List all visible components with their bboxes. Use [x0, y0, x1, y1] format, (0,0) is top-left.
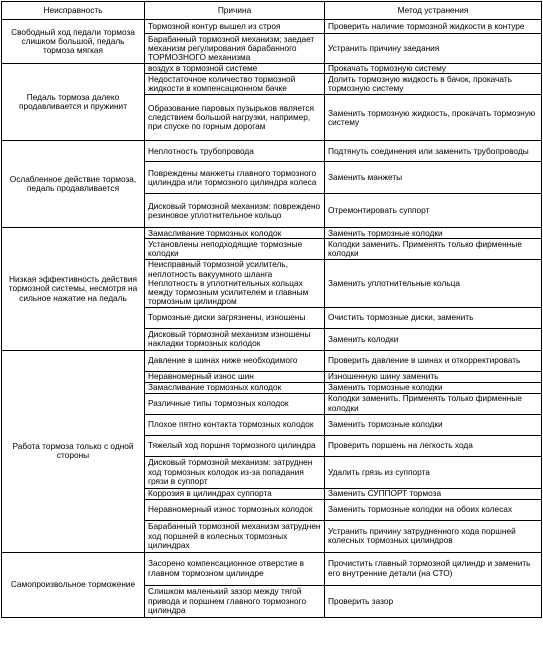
cause-cell: Слишком маленький зазор между тягой привода и поршнем главного тормозного цилиндра [145, 585, 325, 617]
cause-cell: Различные типы тормозных колодок [145, 393, 325, 414]
table-row [2, 141, 542, 162]
remedy-cell: Проверить поршень на легкость хода [325, 435, 542, 456]
remedy-cell: Устранить причину затрудненного хода поршней колесных тормозных цилиндров [325, 520, 542, 552]
remedy-cell: Долить тормозную жидкость в бачок, прокачать тормозную систему [325, 74, 542, 95]
fault-cell: Работа тормоза только с одной стороны [2, 350, 145, 552]
remedy-cell: Отремонтировать суппорт [325, 194, 542, 228]
cause-cell: Коррозия в цилиндрах суппорта [145, 488, 325, 499]
cause-cell: Недостаточное количество тормозной жидкости в компенсационном бачке [145, 74, 325, 95]
table-header-row [2, 2, 542, 20]
remedy-cell: Удалить грязь из суппорта [325, 456, 542, 488]
header-remedy: Метод устранения [325, 2, 542, 20]
cause-cell: Установлены неподходящие тормозные колодки [145, 239, 325, 260]
cause-cell: Тяжелый ход поршня тормозного цилиндра [145, 435, 325, 456]
remedy-cell: Заменить уплотнительные кольца [325, 260, 542, 307]
cause-cell: Дисковый тормозной механизм изношены накладки тормозных колодок [145, 328, 325, 350]
cause-cell: Тормозной контур вышел из строя [145, 20, 325, 34]
fault-cell: Самопроизвольное торможение [2, 552, 145, 617]
cause-cell: Барабанный тормозной механизм; заедает механизм регулирования барабанного ТОРМОЗНОГО механизма [145, 34, 325, 64]
cause-cell: Повреждены манжеты главного тормозного цилиндра или тормозного цилиндра колеса [145, 162, 325, 194]
remedy-cell: Заменить тормозные колодки [325, 414, 542, 435]
remedy-cell: Заменить колодки [325, 328, 542, 350]
fault-cell: Педаль тормоза далеко продавливается и пружинит [2, 64, 145, 141]
table-row [2, 228, 542, 239]
cause-cell: Дисковый тормозной механизм: повреждено резиновое уплотнительное кольцо [145, 194, 325, 228]
remedy-cell: Очистить тормозные диски, заменить [325, 307, 542, 328]
remedy-cell: Устранить причину заедания [325, 34, 542, 64]
remedy-cell: Проверить наличие тормозной жидкости в контуре [325, 20, 542, 34]
table-body [2, 20, 542, 618]
table-row [2, 552, 542, 585]
fault-cell: Ослабленное действие тормоза, педаль продавливается [2, 141, 145, 228]
cause-cell: Барабанный тормозной механизм затруднен ход поршней в колесных тормозных цилиндрах [145, 520, 325, 552]
remedy-cell: Прокачать тормозную систему [325, 64, 542, 74]
table-row [2, 350, 542, 371]
fault-cell: Свободный ход педали тормоза слишком большой, педаль тормоза мягкая [2, 20, 145, 64]
header-fault: Неисправность [2, 2, 145, 20]
cause-cell: Замасливание тормозных колодок [145, 228, 325, 239]
cause-cell: Плохое пятно контакта тормозных колодок [145, 414, 325, 435]
cause-cell: воздух в тормозной системе [145, 64, 325, 74]
cause-cell: Неплотность трубопровода [145, 141, 325, 162]
cause-cell: Дисковый тормозной механизм: затруднен ход тормозных колодок из-за попадания грязи в суппорт [145, 456, 325, 488]
remedy-cell: Проверить давление в шинах и откорректировать [325, 350, 542, 371]
brake-troubleshooting-document [1, 1, 541, 661]
remedy-cell: Колодки заменить. Применять только фирменные колодки [325, 393, 542, 414]
cause-cell: Засорено компенсационное отверстие в главном тормозном цилиндре [145, 552, 325, 585]
cause-cell: Неравномерный износ тормозных колодок [145, 499, 325, 520]
troubleshooting-table [1, 1, 542, 618]
fault-cell: Низкая эффективность действия тормозной системы, несмотря на сильное нажатие на педаль [2, 228, 145, 350]
remedy-cell: Проверить зазор [325, 585, 542, 617]
remedy-cell: Заменить тормозные колодки [325, 382, 542, 393]
cause-cell: Давление в шинах ниже необходимого [145, 350, 325, 371]
remedy-cell: Заменить тормозную жидкость, прокачать тормозную систему [325, 95, 542, 141]
remedy-cell: Подтянуть соединения или заменить трубопроводы [325, 141, 542, 162]
cause-cell: Тормозные диски загрязнены, изношены [145, 307, 325, 328]
cause-cell: Замасливание тормозных колодок [145, 382, 325, 393]
remedy-cell: Заменить тормозные колодки [325, 228, 542, 239]
remedy-cell: Колодки заменить. Применять только фирменные колодки [325, 239, 542, 260]
remedy-cell: Заменить СУППОРТ тормоза [325, 488, 542, 499]
remedy-cell: Заменить тормозные колодки на обоих колесах [325, 499, 542, 520]
remedy-cell: Изношенную шину заменить [325, 371, 542, 382]
remedy-cell: Заменить манжеты [325, 162, 542, 194]
remedy-cell: Прочистить главный тормозной цилиндр и заменить его внутренние детали (на СТО) [325, 552, 542, 585]
table-row [2, 64, 542, 74]
cause-cell: Образование паровых пузырьков является следствием большой нагрузки, например, при спуске по горным дорогам [145, 95, 325, 141]
header-cause: Причина [145, 2, 325, 20]
cause-cell: Неравномерный износ шин [145, 371, 325, 382]
table-row [2, 20, 542, 34]
cause-cell: Неисправный тормозной усилитель, неплотность вакуумного шланга Неплотность в уплотнительных кольцах между тормозным усилителем и главным тормозным цилиндром [145, 260, 325, 307]
